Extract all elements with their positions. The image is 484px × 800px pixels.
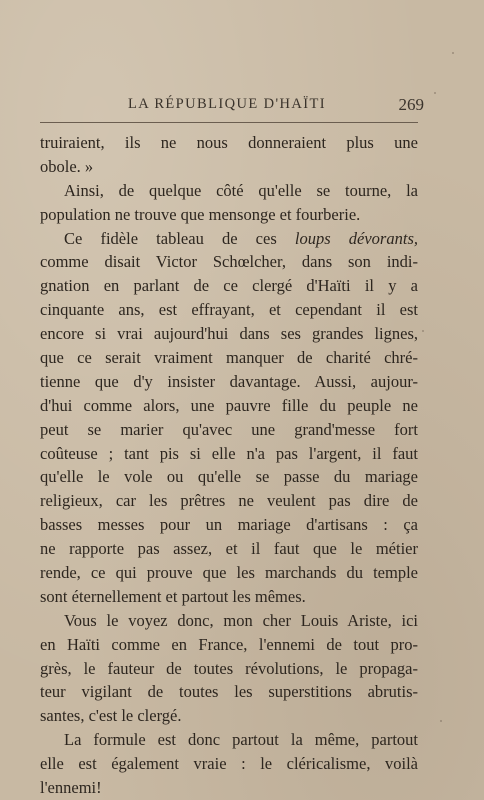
text-line: coûteuse ; tant pis si elle n'a pas l'argent, il faut bbox=[40, 443, 418, 463]
text-line: qu'elle le vole ou qu'elle se passe du mariage bbox=[40, 467, 418, 487]
text-line: peut se marier qu'avec une grand'messe fort bbox=[40, 419, 418, 439]
text-line: cinquante ans, est effrayant, et cependant il est bbox=[40, 300, 418, 320]
text-line: que ce serait vraiment manquer de charité chré- bbox=[40, 348, 418, 368]
text-line: obole. » bbox=[40, 156, 94, 176]
paper-speck bbox=[452, 52, 454, 54]
text-line: La formule est donc partout la même, partout bbox=[64, 730, 418, 750]
text-line: truiraient, ils ne nous donneraient plus une bbox=[40, 133, 418, 152]
text-line: encore si vrai aujourd'hui dans ses grandes lignes, bbox=[40, 324, 418, 344]
text-line: comme disait Victor Schœlcher, dans son indi- bbox=[40, 252, 418, 272]
running-title: LA RÉPUBLIQUE D'HAÏTI bbox=[128, 96, 326, 112]
text-line: tienne que d'y insister davantage. Aussi, aujour- bbox=[40, 371, 418, 391]
paper-speck bbox=[422, 330, 424, 332]
text-line: gnation en parlant de ce clergé d'Haïti il y a bbox=[40, 276, 418, 296]
text-fragment: Ce fidèle tableau de ces bbox=[64, 228, 295, 248]
running-head bbox=[40, 96, 452, 118]
text-line: en Haïti comme en France, l'ennemi de tout pro- bbox=[40, 634, 418, 654]
paper-speck bbox=[434, 92, 436, 94]
text-line: basses messes pour un mariage d'artisans : ça bbox=[40, 515, 418, 535]
text-line-with-italic bbox=[40, 227, 418, 251]
text-line: sont éternellement et partout les mêmes. bbox=[40, 586, 306, 606]
text-line: ne rapporte pas assez, et il faut que le métier bbox=[40, 539, 418, 559]
text-line: Ainsi, de quelque côté qu'elle se tourne, la bbox=[64, 180, 418, 200]
body-text bbox=[40, 131, 418, 800]
text-line: Vous le voyez donc, mon cher Louis Ariste, ici bbox=[64, 610, 418, 630]
text-line: rende, ce qui prouve que les marchands du temple bbox=[40, 563, 418, 583]
text-line: population ne trouve que mensonge et fourberie. bbox=[40, 204, 361, 224]
text-line: l'ennemi! bbox=[40, 778, 102, 798]
header-rule bbox=[40, 122, 418, 123]
italic-phrase: loups dévorants, bbox=[294, 228, 418, 248]
text-line: elle est également vraie : le cléricalisme, voilà bbox=[40, 754, 418, 774]
page-number: 269 bbox=[398, 95, 424, 114]
paper-speck bbox=[440, 720, 442, 722]
text-line: teur vigilant de toutes les superstitions abrutis- bbox=[40, 682, 418, 702]
text-line: d'hui comme alors, une pauvre fille du peuple ne bbox=[40, 395, 418, 415]
text-line: religieux, car les prêtres ne veulent pas dire de bbox=[40, 491, 418, 511]
text-line: grès, le fauteur de toutes révolutions, le propaga- bbox=[40, 658, 418, 678]
text-line: santes, c'est le clergé. bbox=[40, 706, 182, 726]
